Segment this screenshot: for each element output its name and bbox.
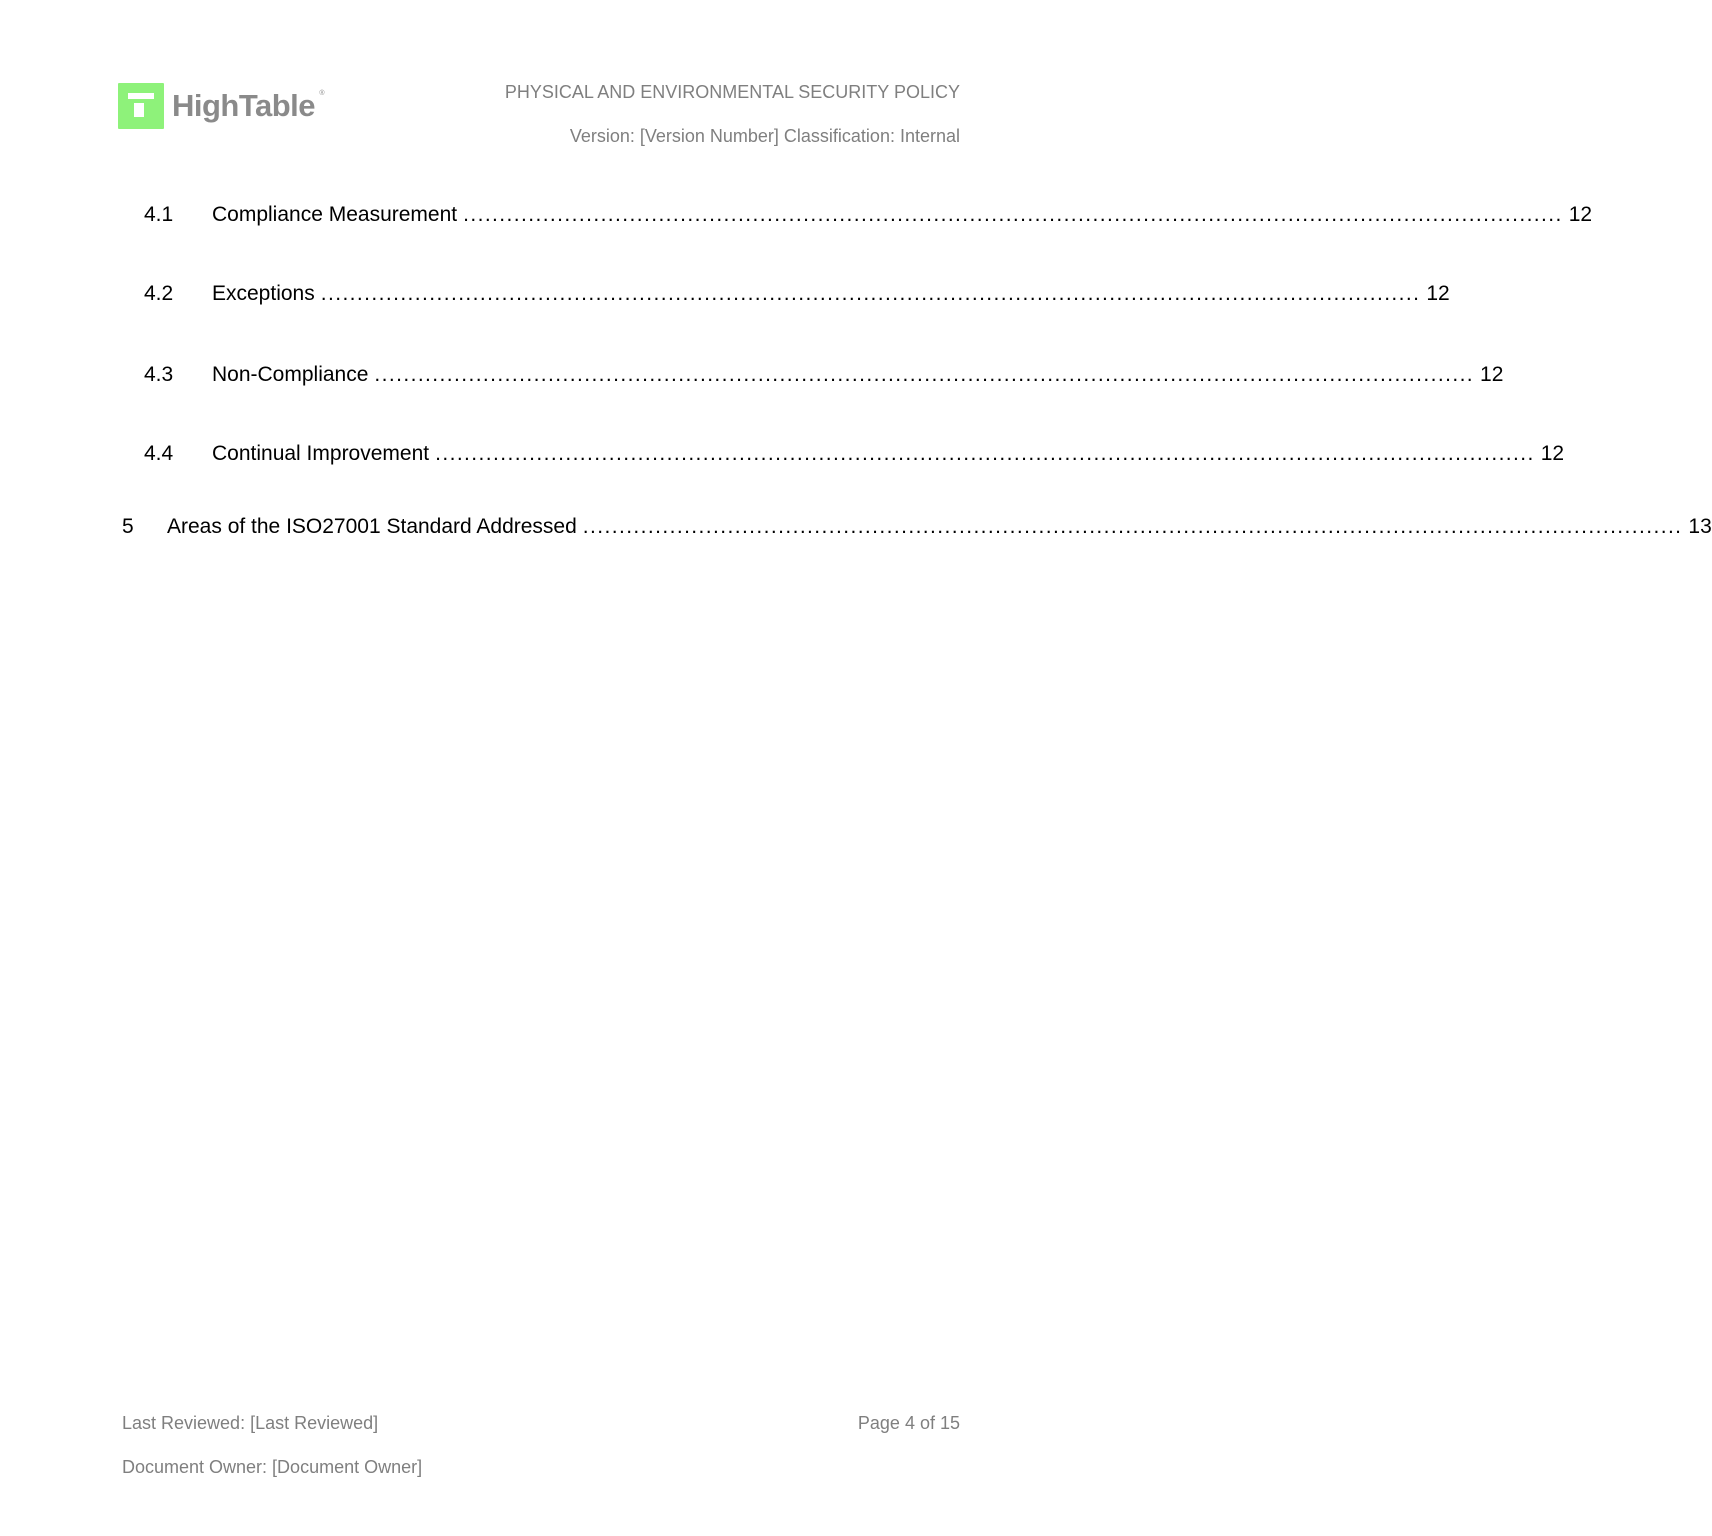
toc-entry-title[interactable]: Exceptions <box>212 280 321 308</box>
toc-entry-page[interactable]: 12 <box>1474 361 1503 389</box>
toc-entry-line <box>167 513 1712 541</box>
toc-entry-number: 5 <box>122 515 134 538</box>
hightable-logo <box>118 83 325 129</box>
toc-entry-title[interactable]: Areas of the ISO27001 Standard Addressed <box>167 513 583 541</box>
toc-entry-number: 4.1 <box>144 203 174 226</box>
toc-leader-dots: ........................................................................................................................................................ <box>374 363 1475 386</box>
toc-entry-page[interactable]: 12 <box>1535 440 1564 468</box>
toc-entry-number: 4.2 <box>144 282 174 305</box>
toc-entry-line <box>212 361 1504 389</box>
toc-entry-number: 4.4 <box>144 442 174 465</box>
toc-entry[interactable] <box>0 280 1450 308</box>
toc-entry-line <box>212 280 1450 308</box>
toc-entry-title[interactable]: Non-Compliance <box>212 361 374 389</box>
document-title: PHYSICAL AND ENVIRONMENTAL SECURITY POLICY <box>504 82 960 102</box>
toc-entry[interactable] <box>0 361 1504 389</box>
toc-entry[interactable] <box>0 513 1712 541</box>
toc-entry-title[interactable]: Compliance Measurement <box>212 201 463 229</box>
toc-entry-line <box>212 440 1565 468</box>
registered-mark: ® <box>319 90 325 97</box>
toc-entry-page[interactable]: 12 <box>1420 280 1449 308</box>
footer-last-reviewed: Last Reviewed: [Last Reviewed] <box>122 1413 379 1433</box>
toc-entry[interactable] <box>0 440 1565 468</box>
toc-entry-line <box>212 201 1593 229</box>
toc-entry-number: 4.3 <box>144 363 174 386</box>
toc-leader-dots: ........................................................................................................................................................ <box>320 282 1421 305</box>
toc-leader-dots: ........................................................................................................................................................ <box>463 203 1563 226</box>
version-classification: Version: [Version Number] Classification: Internal <box>569 126 960 146</box>
toc-entry-page[interactable]: 12 <box>1563 201 1592 229</box>
toc-entry-page[interactable]: 13 <box>1682 513 1711 541</box>
toc-leader-dots: ........................................................................................................................................................ <box>582 515 1683 538</box>
logo-wordmark <box>172 88 325 124</box>
footer-document-owner: Document Owner: [Document Owner] <box>122 1457 423 1477</box>
hightable-logo-icon <box>118 83 164 129</box>
toc-entry[interactable] <box>0 201 1593 229</box>
footer-page-number: Page 4 of 15 <box>857 1413 960 1433</box>
toc-entry-title[interactable]: Continual Improvement <box>212 440 435 468</box>
toc-leader-dots: ........................................................................................................................................................ <box>435 442 1535 465</box>
logo-text: HighTable <box>172 88 316 123</box>
